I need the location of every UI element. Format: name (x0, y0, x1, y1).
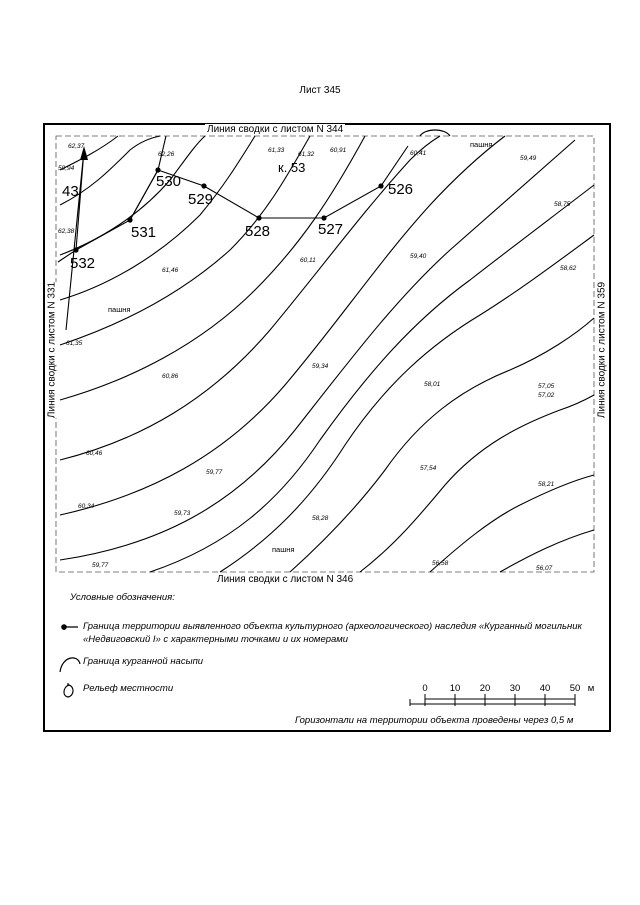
mound-symbol-icon (60, 658, 80, 672)
legend-item-relief: Рельеф местности (83, 683, 174, 694)
boundary-points (73, 167, 383, 252)
contour-interval-note: Горизонтали на территории объекта проведены через 0,5 м (295, 715, 574, 726)
elevation-mark: 57,54 (420, 465, 437, 472)
scale-tick-label: 10 (449, 683, 461, 694)
land-label: пашня (470, 140, 493, 149)
point-label-530: 530 (156, 173, 182, 190)
legend-item-mound: Граница курганной насыпи (83, 656, 204, 667)
contour-line (430, 475, 594, 572)
scale-tick-label: 50 (569, 683, 581, 694)
elevation-mark: 59,40 (410, 253, 427, 260)
legend-title: Условные обозначения: (70, 592, 175, 603)
contour-line (220, 235, 594, 572)
contour-line (290, 318, 594, 572)
elevation-mark: 57,02 (538, 392, 555, 399)
elevation-mark: 60,34 (78, 503, 95, 510)
point-label-527: 527 (318, 221, 344, 238)
contour-line (60, 136, 365, 400)
point-label-526: 526 (388, 181, 414, 198)
elevation-mark: 59,34 (312, 363, 329, 370)
legend-symbols (60, 625, 80, 697)
legend-item-boundary: Граница территории выявленного объекта культурного (археологического) наследия «Курганный могильник «Недвиговский I» с характерными точками и их номерами (83, 621, 583, 645)
edge-label-top: Линия сводки с листом N 344 (207, 124, 344, 135)
scale-tick-label: 40 (539, 683, 551, 694)
elevation-mark: 62,26 (158, 151, 175, 158)
contour-line (360, 395, 594, 572)
elevation-mark: 59,73 (174, 510, 191, 517)
contour-line (60, 136, 255, 300)
contour-line (60, 136, 310, 345)
elevation-mark: 56,58 (432, 560, 449, 567)
point-532 (73, 247, 78, 252)
point-label-531: 531 (131, 224, 157, 241)
elevation-mark: 62,37 (68, 143, 85, 150)
point-526 (378, 183, 383, 188)
edge-label-bottom: Линия сводки с листом N 346 (217, 574, 354, 585)
elevation-mark: 60,91 (330, 147, 347, 154)
contour-line (60, 140, 575, 560)
scale-tick-label: 20 (479, 683, 491, 694)
elevation-mark: 61,33 (268, 147, 285, 154)
land-label: пашня (272, 545, 295, 554)
elevation-mark: 58,01 (424, 381, 441, 388)
point-label-532: 532 (70, 255, 96, 272)
scale-bar (410, 694, 575, 706)
elevation-mark: 60,86 (162, 373, 179, 380)
elevation-mark: 60,11 (300, 257, 316, 264)
elevation-mark: 60,46 (86, 450, 103, 457)
point-529 (201, 183, 206, 188)
sheet-title: Лист 345 (299, 85, 341, 96)
elevation-mark: 58,62 (560, 265, 577, 272)
scale-tick-label: 0 (422, 683, 428, 694)
elevation-mark: 59,77 (92, 562, 109, 569)
point-527 (321, 215, 326, 220)
edge-label-left: Линия сводки с листом N 331 (46, 281, 58, 419)
relief-symbol-icon (64, 685, 73, 697)
elevation-mark: 58,75 (554, 201, 571, 208)
land-label: пашня (108, 305, 131, 314)
elevation-mark: 57,05 (538, 383, 555, 390)
boundary-segment-label: 43 (62, 183, 79, 200)
point-symbol-icon (62, 625, 66, 629)
point-528 (256, 215, 261, 220)
mound-label: к. 53 (278, 160, 306, 175)
elevation-mark: 56,07 (536, 565, 553, 572)
point-531 (127, 217, 132, 222)
scale-unit: м (587, 683, 595, 694)
object-boundary (58, 136, 408, 330)
edge-label-right: Линия сводки с листом N 359 (596, 281, 608, 419)
point-label-529: 529 (188, 191, 214, 208)
contour-line (150, 185, 594, 572)
elevation-mark: 61,35 (66, 340, 83, 347)
scale-tick-label: 30 (509, 683, 521, 694)
elevation-mark: 61,46 (162, 267, 179, 274)
point-530 (155, 167, 160, 172)
elevation-mark: 59,49 (520, 155, 537, 162)
point-label-528: 528 (245, 223, 271, 240)
mound-contour (420, 130, 450, 136)
map-border (56, 136, 594, 572)
elevation-mark: 58,21 (538, 481, 555, 488)
elevation-mark: 59,77 (206, 469, 223, 476)
elevation-mark: 62,38 (58, 228, 75, 235)
elevation-mark: 60,41 (410, 150, 427, 157)
elevation-mark: 61,32 (298, 151, 315, 158)
elevation-mark: 59,94 (58, 165, 75, 172)
contour-line (60, 136, 505, 515)
elevation-mark: 58,28 (312, 515, 329, 522)
